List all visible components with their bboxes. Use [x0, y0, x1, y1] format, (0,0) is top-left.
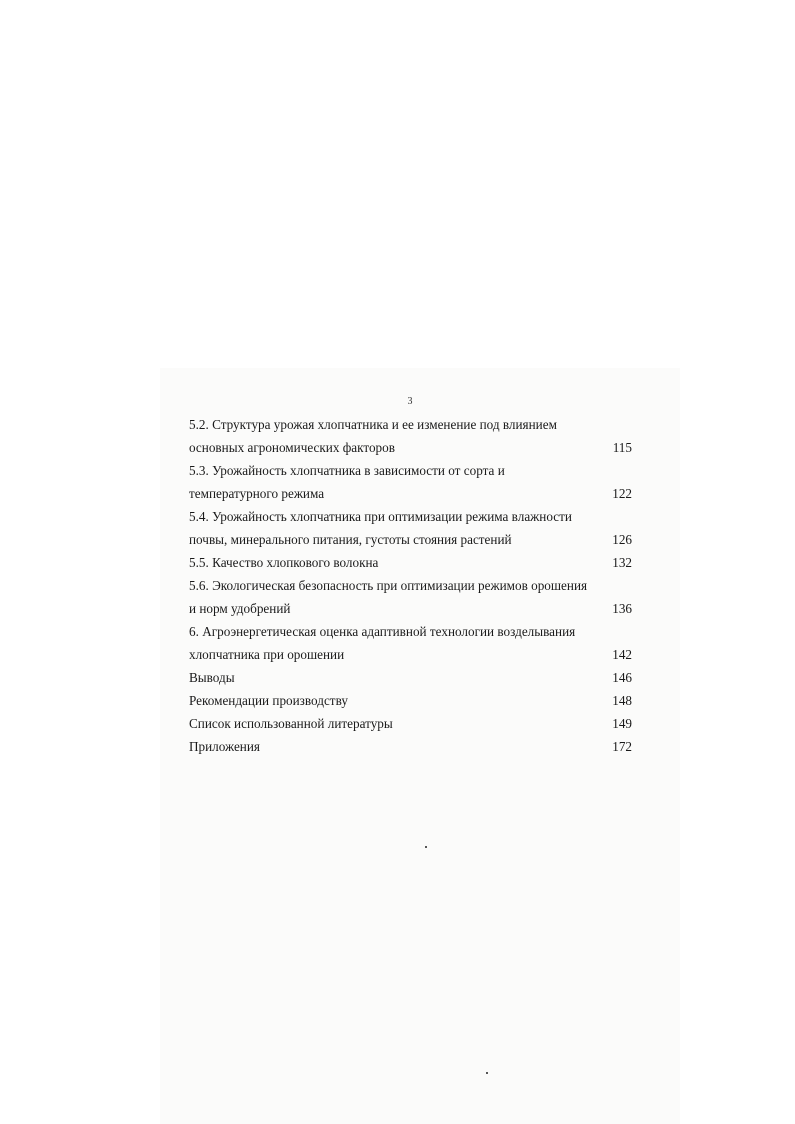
toc-entry-title-line: Приложения [189, 739, 260, 754]
toc-entry [189, 551, 632, 574]
toc-entry-title-line: температурного режима [189, 486, 325, 501]
toc-entry [189, 712, 632, 735]
toc-entry-page-number: 132 [612, 555, 632, 570]
toc-entry [189, 413, 632, 459]
toc-entry-page-number: 148 [612, 693, 632, 708]
toc-entry-title-line: 5.4. Урожайность хлопчатника при оптимизации режима влажности [189, 509, 572, 524]
toc-entry [189, 666, 632, 689]
page-number: 3 [407, 396, 413, 407]
toc-entry-page-number: 146 [612, 670, 632, 685]
toc-entry-title-line: и норм удобрений [189, 601, 291, 616]
toc-entry [189, 689, 632, 712]
toc-entry-title-line: Выводы [189, 670, 235, 685]
toc-entry-page-number: 115 [612, 440, 632, 455]
toc-entry-title-line: 5.2. Структура урожая хлопчатника и ее изменение под влиянием [189, 417, 557, 432]
toc-entry-page-number: 172 [612, 739, 632, 754]
toc-entry-title-line: 5.6. Экологическая безопасность при оптимизации режимов орошения [189, 578, 588, 593]
toc-entry-title-line: 5.3. Урожайность хлопчатника в зависимости от сорта и [189, 463, 505, 478]
scan-speck [425, 846, 427, 848]
toc-entry-title-line: основных агрономических факторов [189, 440, 395, 455]
toc-entry-page-number: 136 [612, 601, 632, 616]
toc-entry-title-line: Список использованной литературы [189, 716, 393, 731]
toc-entry [189, 620, 632, 666]
toc-entry-title-line: 5.5. Качество хлопкового волокна [189, 555, 379, 570]
scan-speck [486, 1072, 488, 1074]
toc-entry-page-number: 126 [612, 532, 632, 547]
toc-entry-title-line: хлопчатника при орошении [189, 647, 345, 662]
table-of-contents [189, 413, 632, 758]
toc-entry [189, 574, 632, 620]
toc-entry-page-number: 142 [612, 647, 632, 662]
toc-entry-title-line: почвы, минерального питания, густоты стояния растений [189, 532, 512, 547]
toc-entry [189, 735, 632, 758]
toc-entry-title-line: Рекомендации производству [189, 693, 348, 708]
toc-entry-page-number: 149 [612, 716, 632, 731]
toc-entry-title-line: 6. Агроэнергетическая оценка адаптивной технологии возделывания [189, 624, 576, 639]
toc-entry [189, 459, 632, 505]
toc-entry-page-number: 122 [612, 486, 632, 501]
toc-entry [189, 505, 632, 551]
